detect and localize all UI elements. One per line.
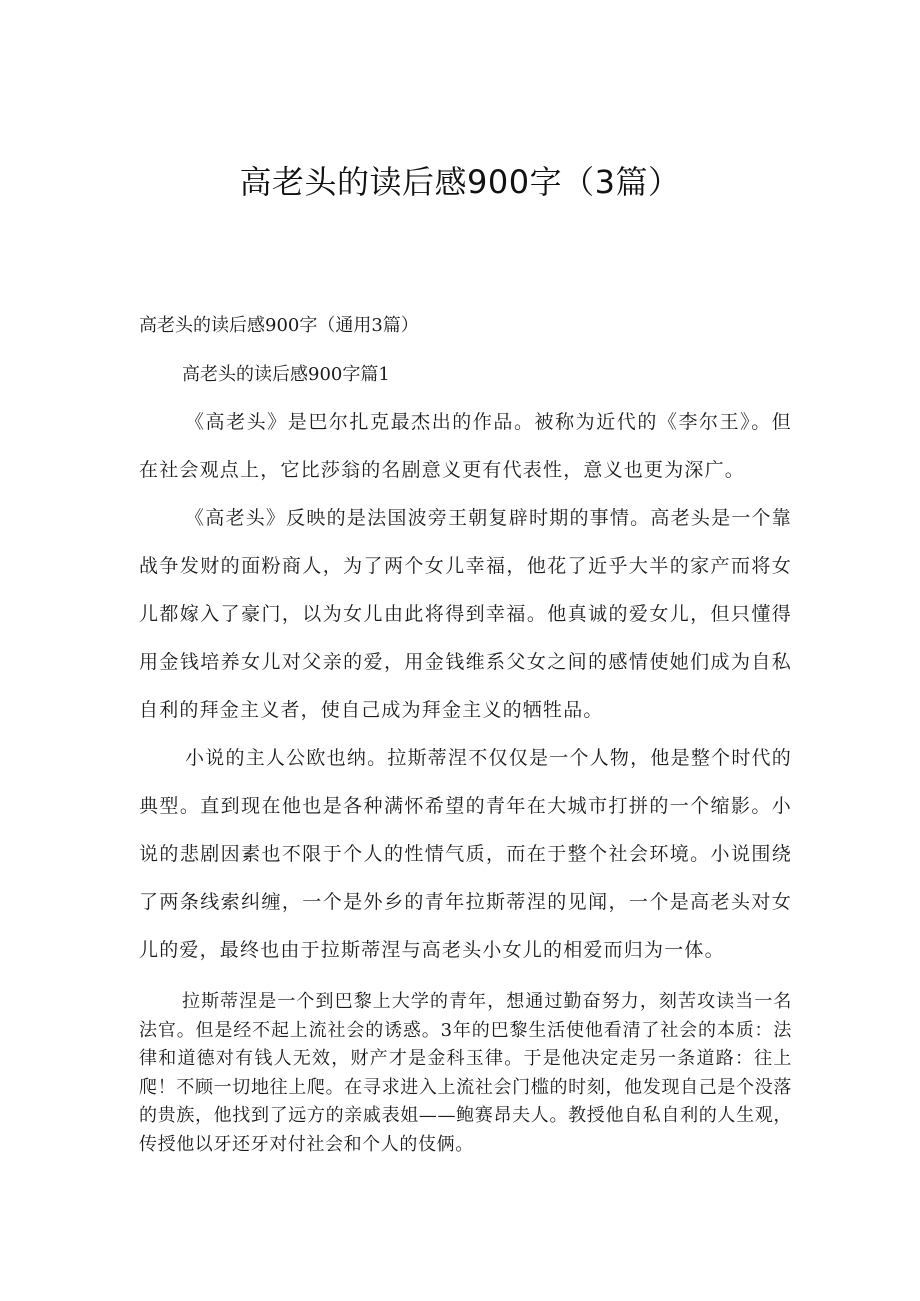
section-heading: 高老头的读后感900字篇1 [182, 364, 390, 385]
paragraph-1: 《高老头》是巴尔扎克最杰出的作品。被称为近代的《李尔王》。但在社会观点上，它比莎翁的名剧意义更有代表性，意义也更为深广。 [139, 411, 792, 481]
document-subtitle: 高老头的读后感900字（通用3篇） [139, 315, 419, 336]
document-title: 高老头的读后感900字（3篇） [239, 163, 681, 201]
paragraph-3: 小说的主人公欧也纳。拉斯蒂涅不仅仅是一个人物，他是整个时代的典型。直到现在他也是各种满怀希望的青年在大城市打拼的一个缩影。小说的悲剧因素也不限于个人的性情气质，而在于整个社会环境。小说围绕了两条线索纠缠，一个是外乡的青年拉斯蒂涅的见闻，一个是高老头对女儿的爱，最终也由于拉斯蒂涅与高老头小女儿的相爱而归为一体。 [139, 747, 792, 961]
paragraph-4: 拉斯蒂涅是一个到巴黎上大学的青年，想通过勤奋努力，刻苦攻读当一名法官。但是经不起上流社会的诱惑。3年的巴黎生活使他看清了社会的本质：法律和道德对有钱人无效，财产才是金科玉律。于是他决定走另一条道路：往上爬！不顾一切地往上爬。在寻求进入上流社会门槛的时刻，他发现自己是个没落的贵族，他找到了远方的亲戚表姐——鲍赛昂夫人。教授他自私自利的人生观，传授他以牙还牙对付社会和个人的伎俩。 [139, 991, 792, 1155]
paragraph-2: 《高老头》反映的是法国波旁王朝复辟时期的事情。高老头是一个靠战争发财的面粉商人，为了两个女儿幸福，他花了近乎大半的家产而将女儿都嫁入了豪门，以为女儿由此将得到幸福。他真诚的爱女儿，但只懂得用金钱培养女儿对父亲的爱，用金钱维系父女之间的感情使她们成为自私自利的拜金主义者，使自己成为拜金主义的牺牲品。 [139, 507, 792, 721]
